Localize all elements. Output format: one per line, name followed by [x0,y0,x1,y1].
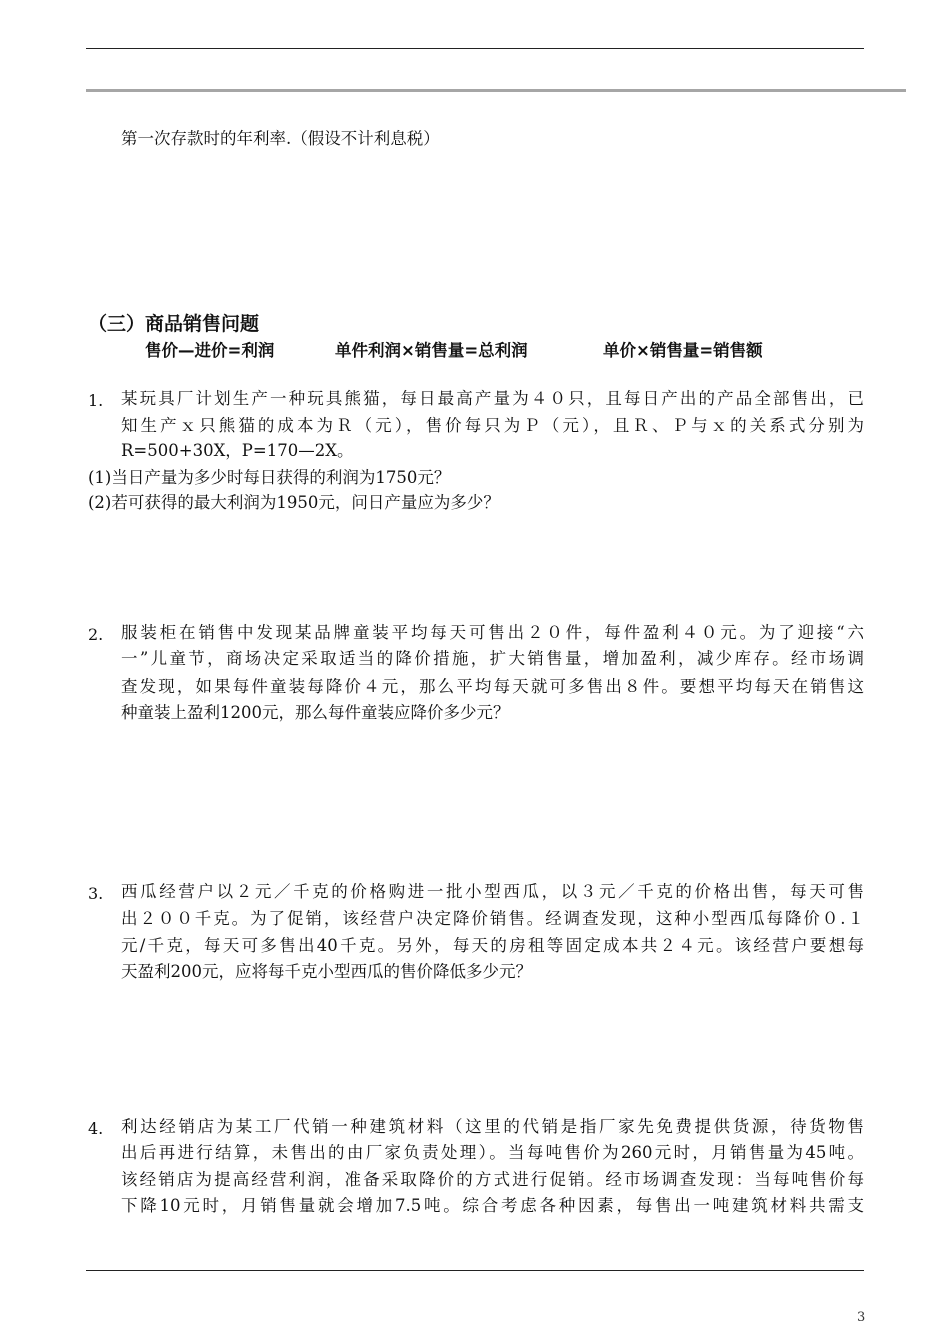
problem-line: 服装柜在销售中发现某品牌童装平均每天可售出２０件，每件盈利４０元。为了迎接“六 [121,623,864,642]
problem-line: 元/千克，每天可多售出40千克。另外，每天的房租等固定成本共２４元。该经营户要想每 [121,936,864,955]
formula-total-profit: 单件利润×销售量=总利润 [335,341,528,360]
formula-sales-amount: 单价×销售量=销售额 [603,341,763,360]
problem-number: 2. [88,625,104,644]
problem-line: 天盈利200元，应将每千克小型西瓜的售价降低多少元？ [121,962,532,981]
problem-line: 出２００千克。为了促销，该经营户决定降价销售。经调查发现，这种小型西瓜每降价０.１ [121,909,864,928]
problem-line: 西瓜经营户以２元／千克的价格购进一批小型西瓜，以３元／千克的价格出售，每天可售 [121,882,864,901]
header-rule [86,48,864,49]
problem-line: 出后再进行结算，未售出的由厂家负责处理）。当每吨售价为260元时，月销售量为45吨。 [121,1143,864,1162]
section-title: （三）商品销售问题 [88,313,260,335]
formula-profit: 售价—进价=利润 [145,341,275,360]
sub-question: (2)若可获得的最大利润为1950元，问日产量应为多少？ [88,493,500,512]
problem-number: 1. [88,391,104,410]
intro-line: 第一次存款时的年利率.（假设不计利息税） [121,129,440,148]
problem-line: 知生产ｘ只熊猫的成本为Ｒ（元），售价每只为Ｐ（元），且Ｒ、Ｐ与ｘ的关系式分别为 [121,416,864,435]
problem-line: 利达经销店为某工厂代销一种建筑材料（这里的代销是指厂家先免费提供货源，待货物售 [121,1117,864,1136]
problem-line: 该经销店为提高经营利润，准备采取降价的方式进行促销。经市场调查发现：当每吨售价每 [121,1170,864,1189]
problem-line: 某玩具厂计划生产一种玩具熊猫，每日最高产量为４０只，且每日产出的产品全部售出，已 [121,389,864,408]
sub-question: (1)当日产量为多少时每日获得的利润为1750元？ [88,468,451,487]
problem-line: 查发现，如果每件童装每降价４元，那么平均每天就可多售出８件。要想平均每天在销售这 [121,677,864,696]
problem-line: R=500+30X，P=170—2X。 [121,441,354,460]
footer-rule [86,1270,864,1271]
problem-number: 3. [88,884,104,903]
header-gray-rule [86,89,906,92]
page-number: 3 [857,1310,866,1325]
problem-line: 一”儿童节，商场决定采取适当的降价措施，扩大销售量，增加盈利，减少库存。经市场调 [121,649,864,668]
problem-line: 种童装上盈利1200元，那么每件童装应降价多少元？ [121,703,510,722]
problem-number: 4. [88,1119,104,1138]
problem-line: 下降10元时，月销售量就会增加7.5吨。综合考虑各种因素，每售出一吨建筑材料共需支 [121,1196,864,1215]
